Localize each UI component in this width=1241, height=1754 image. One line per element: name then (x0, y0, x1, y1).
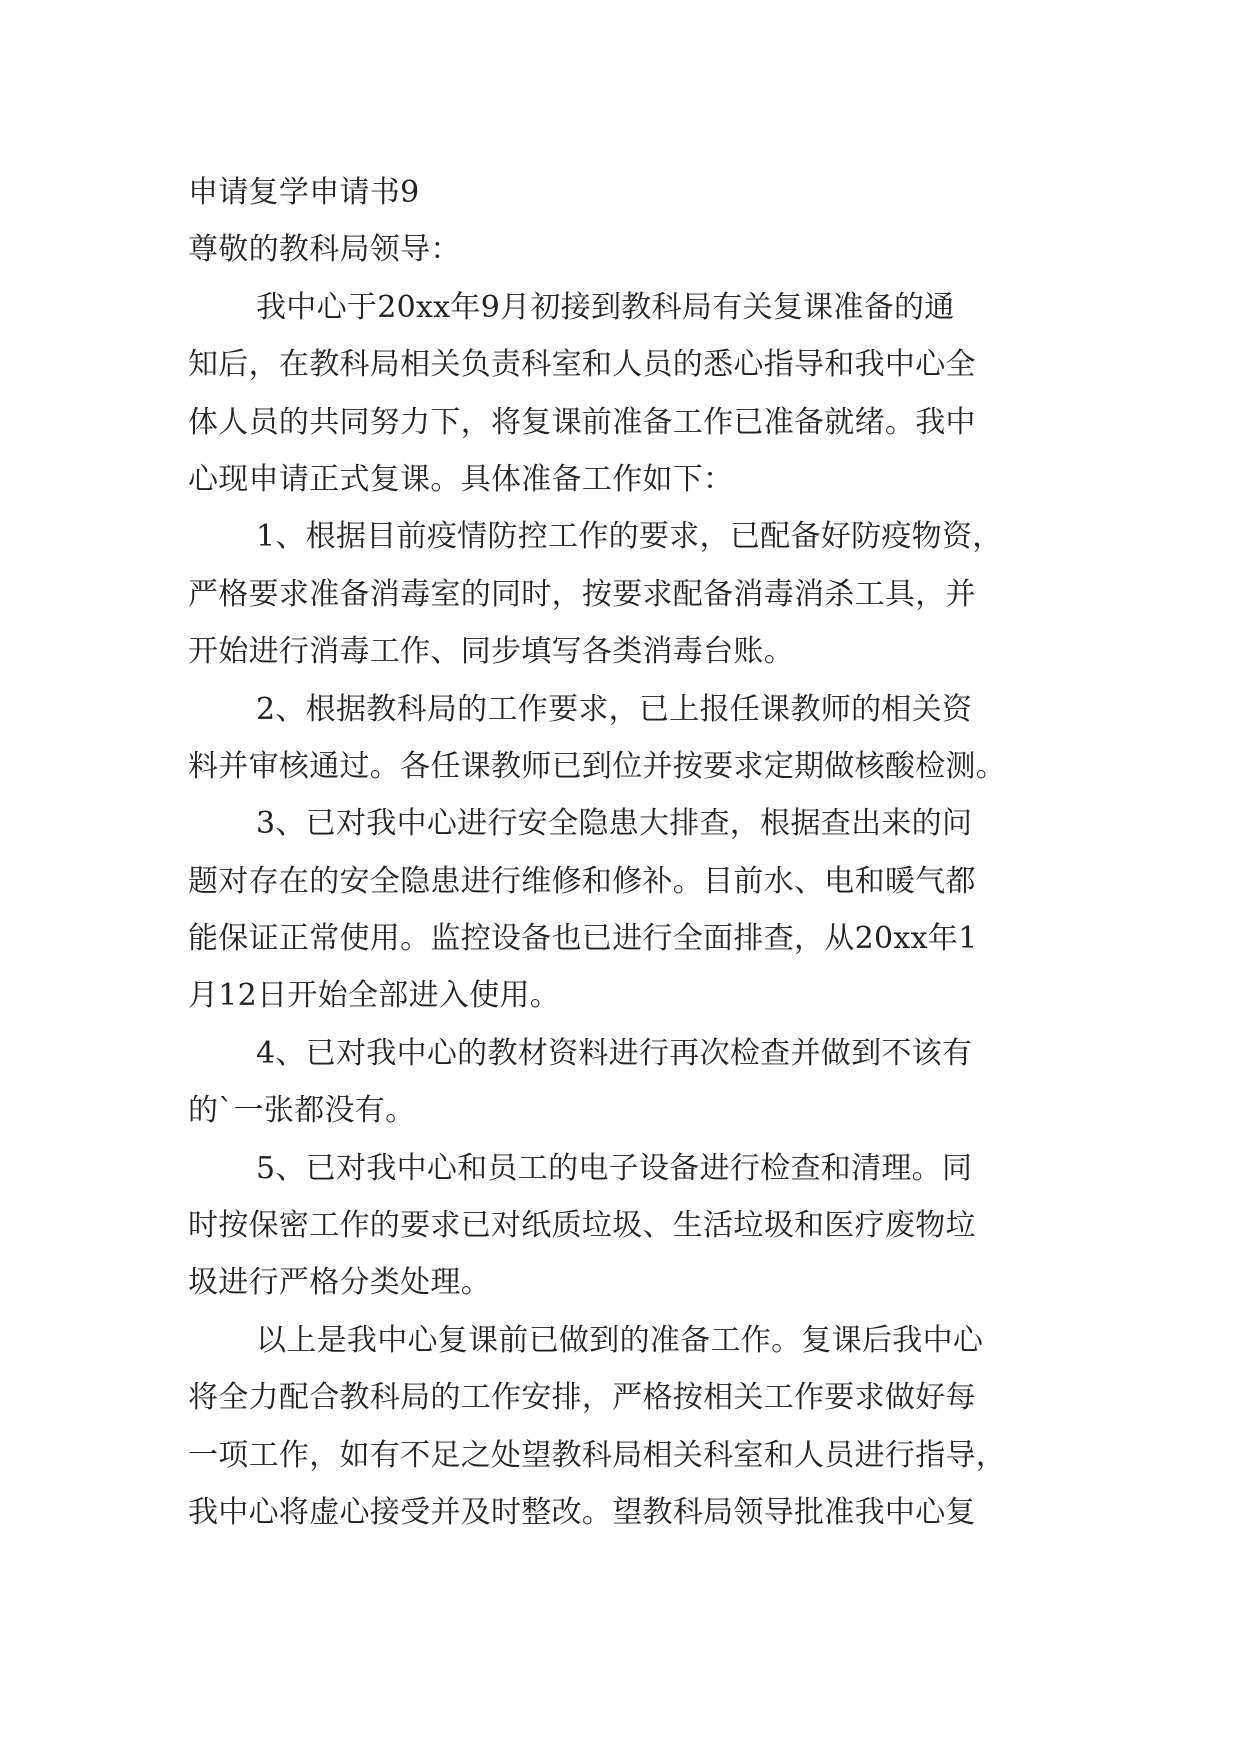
paragraph-line: 严格要求准备消毒室的同时，按要求配备消毒消杀工具，并 (188, 576, 976, 612)
paragraph-line: 开始进行消毒工作、同步填写各类消毒台账。 (188, 634, 794, 670)
paragraph-item-5 (188, 1140, 1058, 1312)
paragraph-line: 以上是我中心复课前已做到的准备工作。复课后我中心 (256, 1322, 984, 1358)
paragraph-line: 月12日开始全部进入使用。 (188, 978, 561, 1014)
paragraph-item-3 (188, 795, 1058, 1025)
paragraph-line: 能保证正常使用。监控设备也已进行全面排查，从20xx年1 (188, 921, 978, 957)
paragraph-line: 圾进行严格分类处理。 (188, 1265, 491, 1301)
paragraph-line: 2、根据教科局的工作要求，已上报任课教师的相关资 (256, 691, 973, 727)
paragraph-1 (188, 279, 1058, 509)
paragraph-line: 时按保密工作的要求已对纸质垃圾、生活垃圾和医疗废物垃 (188, 1208, 976, 1244)
paragraph-line: 5、已对我中心和员工的电子设备进行检查和清理。同 (256, 1150, 973, 1186)
paragraph-line: 3、已对我中心进行安全隐患大排查，根据查出来的问 (256, 806, 973, 842)
paragraph-line: 1、根据目前疫情防控工作的要求，已配备好防疫物资， (256, 519, 1003, 555)
paragraph-line: 题对存在的安全隐患进行维修和修补。目前水、电和暖气都 (188, 863, 976, 899)
paragraph-line: 一项工作，如有不足之处望教科局相关科室和人员进行指导， (188, 1437, 1007, 1473)
paragraph-line: 心现申请正式复课。具体准备工作如下： (188, 461, 734, 497)
paragraph-line: 我中心于20xx年9月初接到教科局有关复课准备的通 (256, 289, 955, 325)
paragraph-item-1 (188, 508, 1058, 680)
paragraph-line: 的`一张都没有。 (188, 1093, 416, 1129)
paragraph-line: 知后，在教科局相关负责科室和人员的悉心指导和我中心全 (188, 347, 976, 383)
paragraph-line: 我中心将虚心接受并及时整改。望教科局领导批准我中心复 (188, 1494, 976, 1530)
paragraph-line: 将全力配合教科局的工作安排，严格按相关工作要求做好每 (188, 1380, 976, 1416)
paragraph-item-4 (188, 1025, 1058, 1140)
paragraph-closing (188, 1312, 1058, 1542)
document-body (188, 164, 1058, 1541)
paragraph-line: 料并审核通过。各任课教师已到位并按要求定期做核酸检测。 (188, 748, 1007, 784)
paragraph-line: 体人员的共同努力下，将复课前准备工作已准备就绪。我中 (188, 404, 976, 440)
salutation: 尊敬的教科局领导： (188, 232, 461, 268)
paragraph-item-2 (188, 681, 1058, 796)
document-title: 申请复学申请书9 (188, 175, 420, 210)
paragraph-line: 4、已对我中心的教材资料进行再次检查并做到不该有 (256, 1035, 973, 1071)
